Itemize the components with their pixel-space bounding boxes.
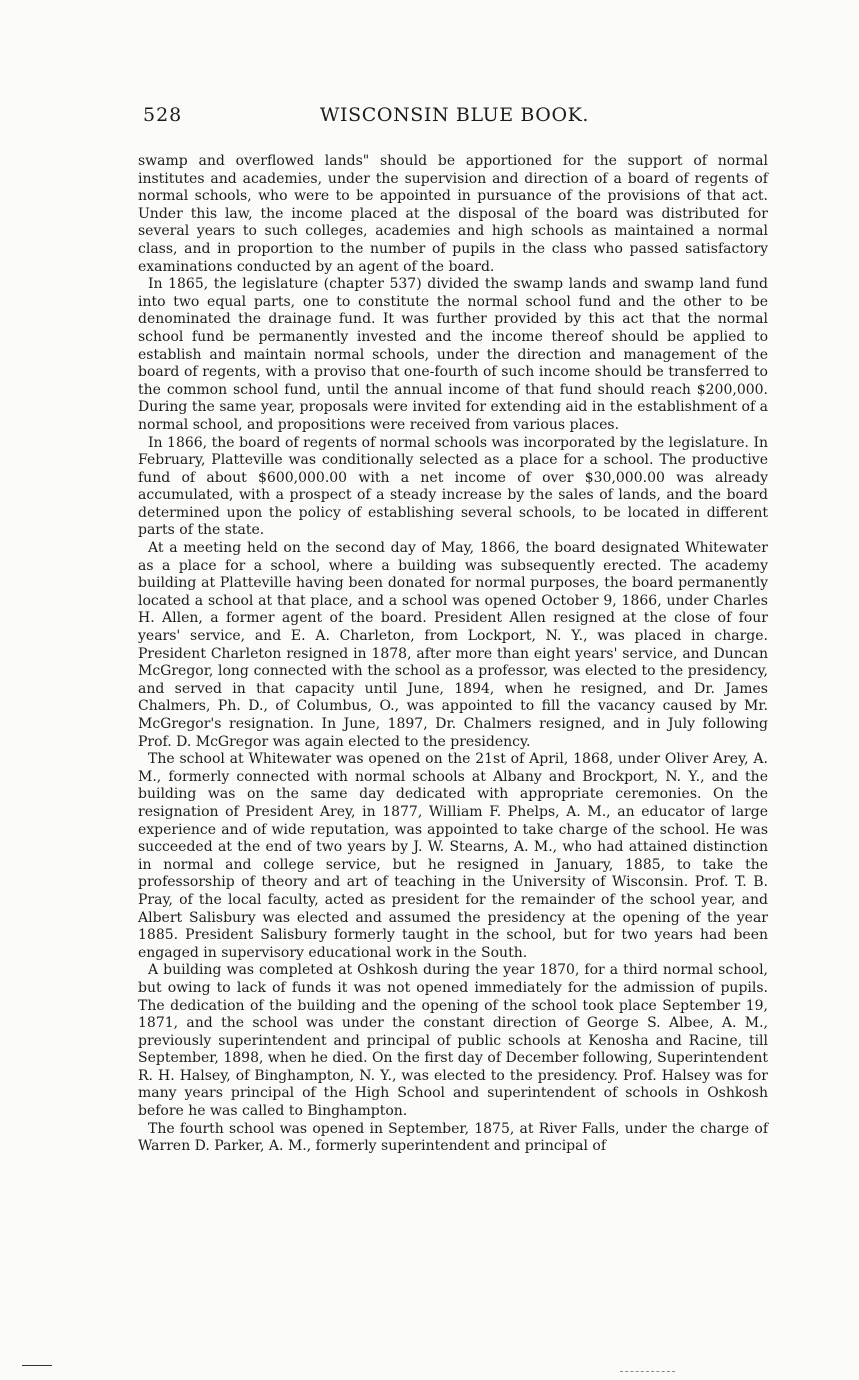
footer-rule — [22, 1365, 52, 1366]
body-text — [138, 153, 768, 1156]
paragraph: swamp and overflowed lands" should be apportioned for the support of normal institutes and academies, under the supervision and direction of a board of regents of normal schools, who were to be appointed in pursuance of the provisions of that act. Under this law, the income placed at the disposal of the board was distributed for several years to such colleges, academies and high schools as maintained a normal class, and in proportion to the number of pupils in the class who passed satisfactory examinations conducted by an agent of the board. — [138, 153, 768, 275]
page-header — [143, 104, 766, 132]
page-number: 528 — [143, 104, 183, 126]
paragraph: A building was completed at Oshkosh during the year 1870, for a third normal school, but owing to lack of funds it was not opened immediately for the admission of pupils. The dedication of the building and the opening of the school took place September 19, 1871, and the school was under the constant direction of George S. Albee, A. M., previously superintendent and principal of public schools at Kenosha and Racine, till September, 1898, when he died. On the first day of December following, Superintendent R. H. Halsey, of Binghampton, N. Y., was elected to the presidency. Prof. Halsey was for many years principal of the High School and superintendent of schools in Oshkosh before he was called to Binghampton. — [138, 962, 768, 1120]
running-title: WISCONSIN BLUE BOOK. — [319, 104, 590, 126]
paragraph: The school at Whitewater was opened on the 21st of April, 1868, under Oliver Arey, A. M., formerly connected with normal schools at Albany and Brockport, N. Y., and the building was on the same day dedicated with appropriate ceremonies. On the resignation of President Arey, in 1877, William F. Phelps, A. M., an educator of large experience and of wide reputation, was appointed to take charge of the school. He was succeeded at the end of two years by J. W. Stearns, A. M., who had attained distinction in normal and college service, but he resigned in January, 1885, to take the professorship of theory and art of teaching in the University of Wisconsin. Prof. T. B. Pray, of the local faculty, acted as president for the remainder of the school year, and Albert Salisbury was elected and assumed the presidency at the opening of the year 1885. President Salisbury formerly taught in the school, but for two years had been engaged in supervisory educational work in the South. — [138, 751, 768, 961]
paragraph: In 1866, the board of regents of normal schools was incorporated by the legislature. In February, Platteville was conditionally selected as a place for a school. The productive fund of about $600,000.00 with a net income of over $30,000.00 was already accumulated, with a prospect of a steady increase by the sales of lands, and the board determined upon the policy of establishing several schools, to be located in different parts of the state. — [138, 434, 768, 539]
paragraph: In 1865, the legislature (chapter 537) divided the swamp lands and swamp land fund into two equal parts, one to constitute the normal school fund and the other to be denominated the drainage fund. It was further provided by this act that the normal school fund be permanently invested and the income thereof should be applied to establish and maintain normal schools, under the direction and management of the board of regents, with a proviso that one-fourth of such income should be transferred to the common school fund, until the annual income of that fund should reach $200,000. During the same year, proposals were invited for extending aid in the establishment of a normal school, and propositions were received from various places. — [138, 276, 768, 433]
paragraph: At a meeting held on the second day of May, 1866, the board designated Whitewater as a place for a school, where a building was subsequently erected. The academy building at Platteville having been donated for normal purposes, the board permanently located a school at that place, and a school was opened October 9, 1866, under Charles H. Allen, a former agent of the board. President Allen resigned at the close of four years' service, and E. A. Charleton, from Lockport, N. Y., was placed in charge. President Charleton resigned in 1878, after more than eight years' service, and Duncan McGregor, long connected with the school as a professor, was elected to the presidency, and served in that capacity until June, 1894, when he resigned, and Dr. James Chalmers, Ph. D., of Columbus, O., was appointed to fill the vacancy caused by Mr. McGregor's resignation. In June, 1897, Dr. Chalmers resigned, and in July following Prof. D. McGregor was again elected to the presidency. — [138, 540, 768, 750]
footer-mark — [620, 1371, 675, 1372]
paragraph: The fourth school was opened in September, 1875, at River Falls, under the charge of Warren D. Parker, A. M., formerly superintendent and principal of — [138, 1120, 768, 1155]
